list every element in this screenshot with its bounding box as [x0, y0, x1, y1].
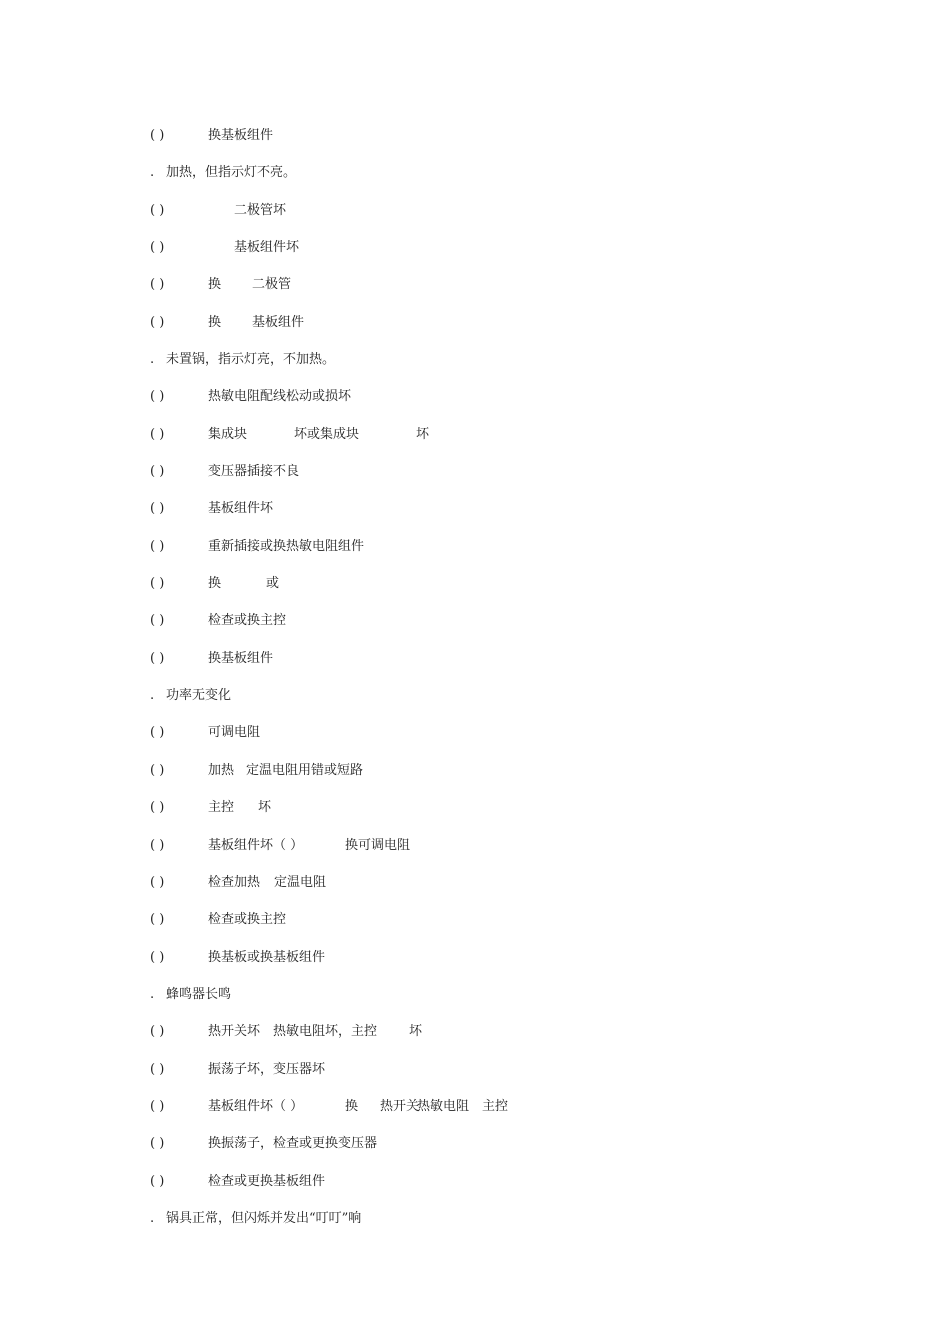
answer-blank: ( ) [150, 315, 165, 330]
item-text: 基板组件坏 [208, 501, 274, 516]
item-text: 可调电阻 [208, 725, 261, 740]
heading-dot: . [150, 165, 155, 180]
item-text: 检查或更换基板组件 [208, 1174, 326, 1189]
item-text: 换 [208, 277, 222, 292]
item-text: 换可调电阻 [345, 838, 411, 853]
answer-blank: ( ) [150, 1174, 165, 1189]
item-text: 基板组件坏（ ） [208, 1099, 304, 1114]
answer-blank: ( ) [150, 651, 165, 666]
item-text: 热开关 [380, 1099, 420, 1114]
item-text: 或 [266, 576, 280, 591]
answer-blank: ( ) [150, 427, 165, 442]
item-text: 主控 [482, 1099, 509, 1114]
item-text: 坏 [258, 800, 272, 815]
answer-blank: ( ) [150, 1062, 165, 1077]
item-text: 重新插接或换热敏电阻组件 [208, 539, 365, 554]
answer-blank: ( ) [150, 912, 165, 927]
answer-blank: ( ) [150, 128, 165, 143]
heading-dot: . [150, 1211, 155, 1226]
answer-blank: ( ) [150, 464, 165, 479]
answer-blank: ( ) [150, 389, 165, 404]
item-text: 坏 [409, 1024, 423, 1039]
item-text: 换 [208, 576, 222, 591]
item-text: 基板组件 [252, 315, 305, 330]
item-text: 集成块 [208, 427, 248, 442]
item-text: 主控 [208, 800, 235, 815]
item-text: 热敏电阻配线松动或损坏 [208, 389, 352, 404]
item-text: 坏或集成块 [294, 427, 360, 442]
item-text: 换 [345, 1099, 359, 1114]
heading-text: 锅具正常，但闪烁并发出“叮叮”响 [166, 1211, 362, 1226]
heading-text: 蜂鸣器长鸣 [166, 987, 232, 1002]
answer-blank: ( ) [150, 950, 165, 965]
item-text: 热敏电阻 [417, 1099, 470, 1114]
item-text: 基板组件坏（ ） [208, 838, 304, 853]
item-text: 检查加热 [208, 875, 261, 890]
answer-blank: ( ) [150, 838, 165, 853]
answer-blank: ( ) [150, 576, 165, 591]
answer-blank: ( ) [150, 800, 165, 815]
item-text: 换基板组件 [208, 651, 274, 666]
item-text: 检查或换主控 [208, 912, 287, 927]
item-text: 换基板组件 [208, 128, 274, 143]
item-text: 定温电阻用错或短路 [246, 763, 364, 778]
item-text: 检查或换主控 [208, 613, 287, 628]
heading-text: 功率无变化 [166, 688, 232, 703]
answer-blank: ( ) [150, 277, 165, 292]
heading-dot: . [150, 352, 155, 367]
item-text: 振荡子坏，变压器坏 [208, 1062, 326, 1077]
item-text: 加热 [208, 763, 235, 778]
answer-blank: ( ) [150, 613, 165, 628]
answer-blank: ( ) [150, 763, 165, 778]
heading-dot: . [150, 688, 155, 703]
heading-text: 未置锅，指示灯亮，不加热。 [166, 352, 336, 367]
item-text: 变压器插接不良 [208, 464, 300, 479]
answer-blank: ( ) [150, 1024, 165, 1039]
item-text: 热敏电阻坏，主控 [273, 1024, 378, 1039]
item-text: 换 [208, 315, 222, 330]
item-text: 二极管 [252, 277, 292, 292]
item-text: 坏 [416, 427, 430, 442]
answer-blank: ( ) [150, 1136, 165, 1151]
heading-text: 加热，但指示灯不亮。 [166, 165, 297, 180]
item-text: 基板组件坏 [234, 240, 300, 255]
item-text: 二极管坏 [234, 203, 287, 218]
answer-blank: ( ) [150, 875, 165, 890]
item-text: 热开关坏 [208, 1024, 261, 1039]
answer-blank: ( ) [150, 725, 165, 740]
heading-dot: . [150, 987, 155, 1002]
answer-blank: ( ) [150, 539, 165, 554]
answer-blank: ( ) [150, 1099, 165, 1114]
answer-blank: ( ) [150, 240, 165, 255]
answer-blank: ( ) [150, 203, 165, 218]
answer-blank: ( ) [150, 501, 165, 516]
item-text: 换基板或换基板组件 [208, 950, 326, 965]
item-text: 定温电阻 [274, 875, 327, 890]
item-text: 换振荡子，检查或更换变压器 [208, 1136, 378, 1151]
